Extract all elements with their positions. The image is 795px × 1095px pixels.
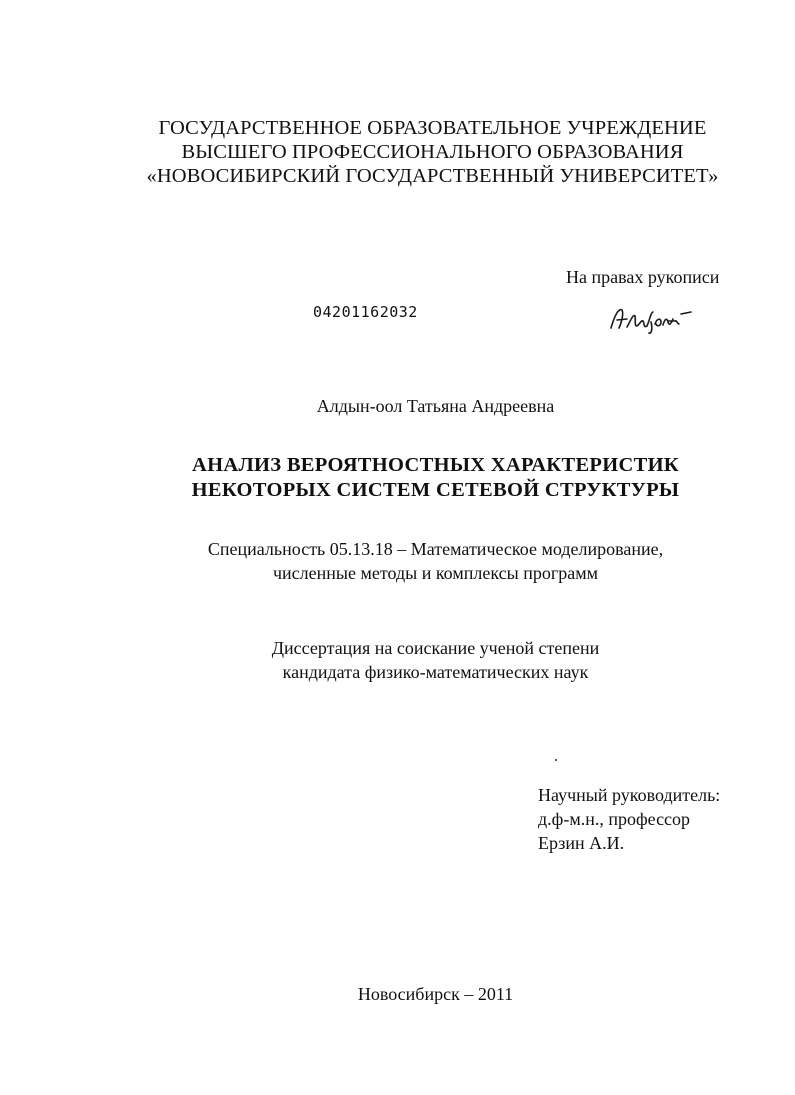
specialty-line-2: численные методы и комплексы программ: [272, 563, 599, 583]
degree-line-1: Диссертация на соискание ученой степени: [271, 638, 600, 658]
thesis-title-line-2: НЕКОТОРЫХ СИСТЕМ СЕТЕВОЙ СТРУКТУРЫ: [191, 479, 680, 501]
author-name: Алдын-оол Татьяна Андреевна: [316, 396, 555, 416]
advisor-credentials: д.ф-м.н., профессор: [538, 809, 691, 829]
institution-line-3: «НОВОСИБИРСКИЙ ГОСУДАРСТВЕННЫЙ УНИВЕРСИТЕТ»: [146, 165, 719, 187]
institution-line-2: ВЫСШЕГО ПРОФЕССИОНАЛЬНОГО ОБРАЗОВАНИЯ: [181, 141, 684, 163]
manuscript-rights-note: На правах рукописи: [566, 267, 720, 287]
specialty: [38, 537, 795, 585]
institution-line-1: ГОСУДАРСТВЕННОЕ ОБРАЗОВАТЕЛЬНОЕ УЧРЕЖДЕНИЕ: [158, 117, 707, 139]
scan-speck: [555, 759, 557, 761]
degree-line-2: кандидата физико-математических наук: [282, 662, 589, 682]
catalog-number: 04201162032: [313, 303, 418, 321]
degree-statement: [38, 636, 795, 684]
city-and-year: Новосибирск – 2011: [357, 984, 514, 1004]
advisor-name: Ерзин А.И.: [538, 833, 625, 853]
institution-header: [35, 116, 795, 188]
thesis-title: [38, 453, 795, 503]
advisor-label: Научный руководитель:: [538, 785, 721, 805]
thesis-title-line-1: АНАЛИЗ ВЕРОЯТНОСТНЫХ ХАРАКТЕРИСТИК: [192, 454, 679, 476]
handwritten-signature: [607, 300, 697, 336]
specialty-line-1: Специальность 05.13.18 – Математическое моделирование,: [207, 539, 664, 559]
scientific-advisor: [538, 783, 720, 855]
